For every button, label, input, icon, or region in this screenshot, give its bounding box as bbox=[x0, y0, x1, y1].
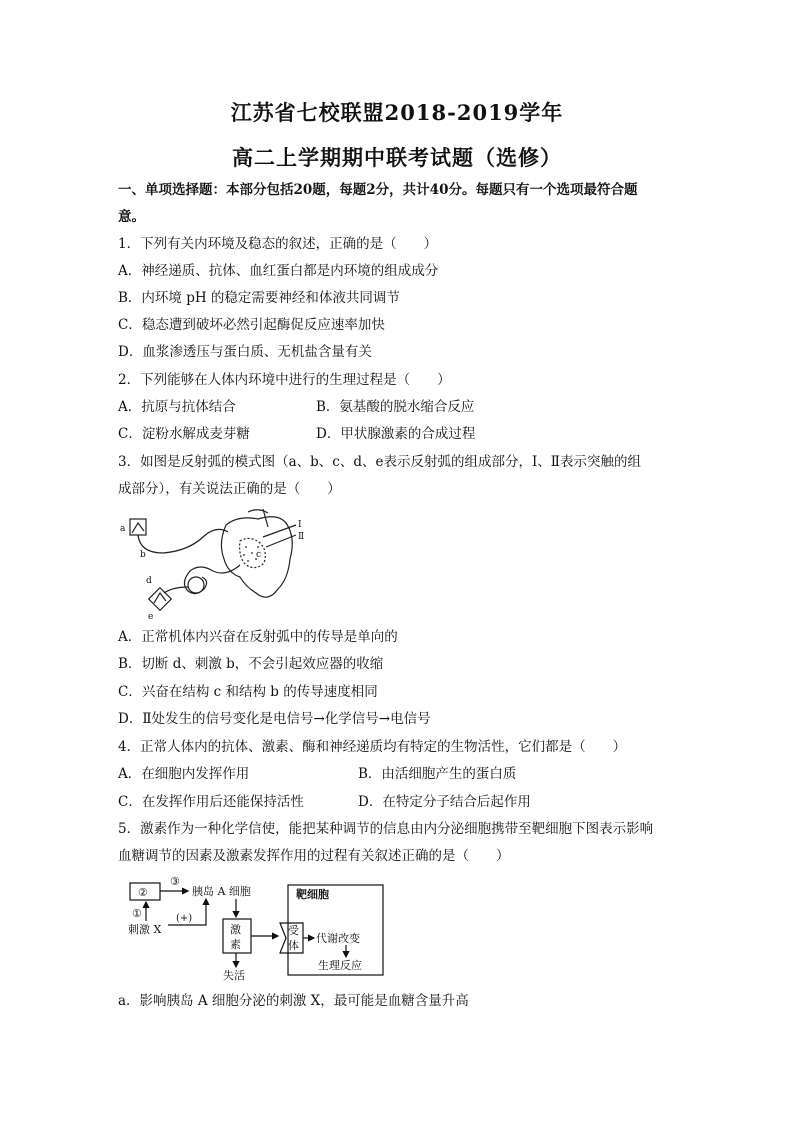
fig-num-2: ② bbox=[138, 886, 148, 899]
q4-stem: 4．正常人体内的抗体、激素、酶和神经递质均有特定的生物活性，它们都是（ ） bbox=[118, 739, 627, 755]
fig-label-c: c bbox=[256, 550, 262, 560]
hormone-figure bbox=[118, 873, 393, 983]
fig-label-d: d bbox=[146, 576, 152, 586]
section-heading-cont: 意。 bbox=[118, 209, 145, 225]
fig-islet-label: 胰岛 A 细胞 bbox=[192, 885, 251, 898]
q5-stem-1: 5．激素作为一种化学信使，能把某种调节的信息由内分泌细胞携带至靶细胞下图表示影响 bbox=[118, 821, 654, 837]
q4-option-c: C．在发挥作用后还能保持活性 bbox=[118, 794, 304, 810]
q4-option-d: D．在特定分子结合后起作用 bbox=[358, 794, 531, 810]
reflex-arc-figure bbox=[118, 507, 318, 622]
fig-plus-label: (+) bbox=[176, 913, 193, 924]
q2-option-c: C．淀粉水解成麦芽糖 bbox=[118, 426, 250, 442]
section-heading: 一、单项选择题：本部分包括20题，每题2分，共计40分。每题只有一个选项最符合题 bbox=[118, 182, 638, 198]
q1-option-b: B．内环境 pH 的稳定需要神经和体液共同调节 bbox=[118, 290, 400, 306]
q1-option-c: C．稳态遭到破坏必然引起酶促反应速率加快 bbox=[118, 317, 385, 333]
fig-receptor-1: 受 bbox=[288, 924, 299, 937]
q3-stem-2: 成部分），有关说法正确的是（ ） bbox=[118, 481, 341, 497]
fig-hormone-1: 激 bbox=[230, 923, 241, 936]
fig-label-e: e bbox=[148, 612, 154, 622]
q3-option-c: C．兴奋在结构 c 和结构 b 的传导速度相同 bbox=[118, 684, 378, 700]
q5-stem-2: 血糖调节的因素及激素发挥作用的过程有关叙述正确的是（ ） bbox=[118, 848, 510, 864]
fig-label-a: a bbox=[120, 524, 126, 534]
fig-num-3: ③ bbox=[170, 875, 180, 888]
fig-label-I: Ⅰ bbox=[298, 520, 302, 530]
fig-metab-label: 代谢改变 bbox=[316, 932, 360, 945]
title-line-1: 江苏省七校联盟2018-2019学年 bbox=[230, 100, 564, 125]
q2-option-b: B．氨基酸的脱水缩合反应 bbox=[316, 399, 475, 415]
q1-stem: 1．下列有关内环境及稳态的叙述，正确的是（ ） bbox=[118, 236, 438, 252]
fig-stim-label: 刺激 X bbox=[128, 923, 162, 936]
q3-option-b: B．切断 d、刺激 b，不会引起效应器的收缩 bbox=[118, 656, 384, 672]
fig-hormone-2: 素 bbox=[230, 938, 241, 951]
q1-option-d: D．血浆渗透压与蛋白质、无机盐含量有关 bbox=[118, 344, 372, 360]
fig-physio-label: 生理反应 bbox=[318, 959, 362, 972]
fig-num-1: ① bbox=[132, 907, 142, 920]
q1-option-a: A．神经递质、抗体、血红蛋白都是内环境的组成成分 bbox=[118, 263, 439, 279]
q3-option-a: A．正常机体内兴奋在反射弧中的传导是单向的 bbox=[118, 629, 398, 645]
title-line-2: 高二上学期期中联考试题（选修） bbox=[232, 145, 562, 170]
fig-inact-label: 失活 bbox=[223, 969, 245, 982]
q2-option-d: D．甲状腺激素的合成过程 bbox=[316, 426, 476, 442]
fig-target-label: 靶细胞 bbox=[296, 888, 329, 901]
q3-option-d: D．Ⅱ处发生的信号变化是电信号→化学信号→电信号 bbox=[118, 711, 431, 727]
q5-option-a: a．影响胰岛 A 细胞分泌的刺激 X，最可能是血糖含量升高 bbox=[118, 993, 469, 1009]
q3-stem-1: 3．如图是反射弧的模式图（a、b、c、d、e表示反射弧的组成部分，Ⅰ、Ⅱ表示突触的组 bbox=[118, 454, 641, 470]
fig-label-b: b bbox=[140, 550, 146, 560]
fig-label-II: Ⅱ bbox=[298, 532, 305, 542]
q2-stem: 2．下列能够在人体内环境中进行的生理过程是（ ） bbox=[118, 372, 451, 388]
fig-receptor-2: 体 bbox=[288, 939, 299, 952]
q4-option-a: A．在细胞内发挥作用 bbox=[118, 766, 250, 782]
q2-option-a: A．抗原与抗体结合 bbox=[118, 399, 236, 415]
q4-option-b: B．由活细胞产生的蛋白质 bbox=[358, 766, 517, 782]
